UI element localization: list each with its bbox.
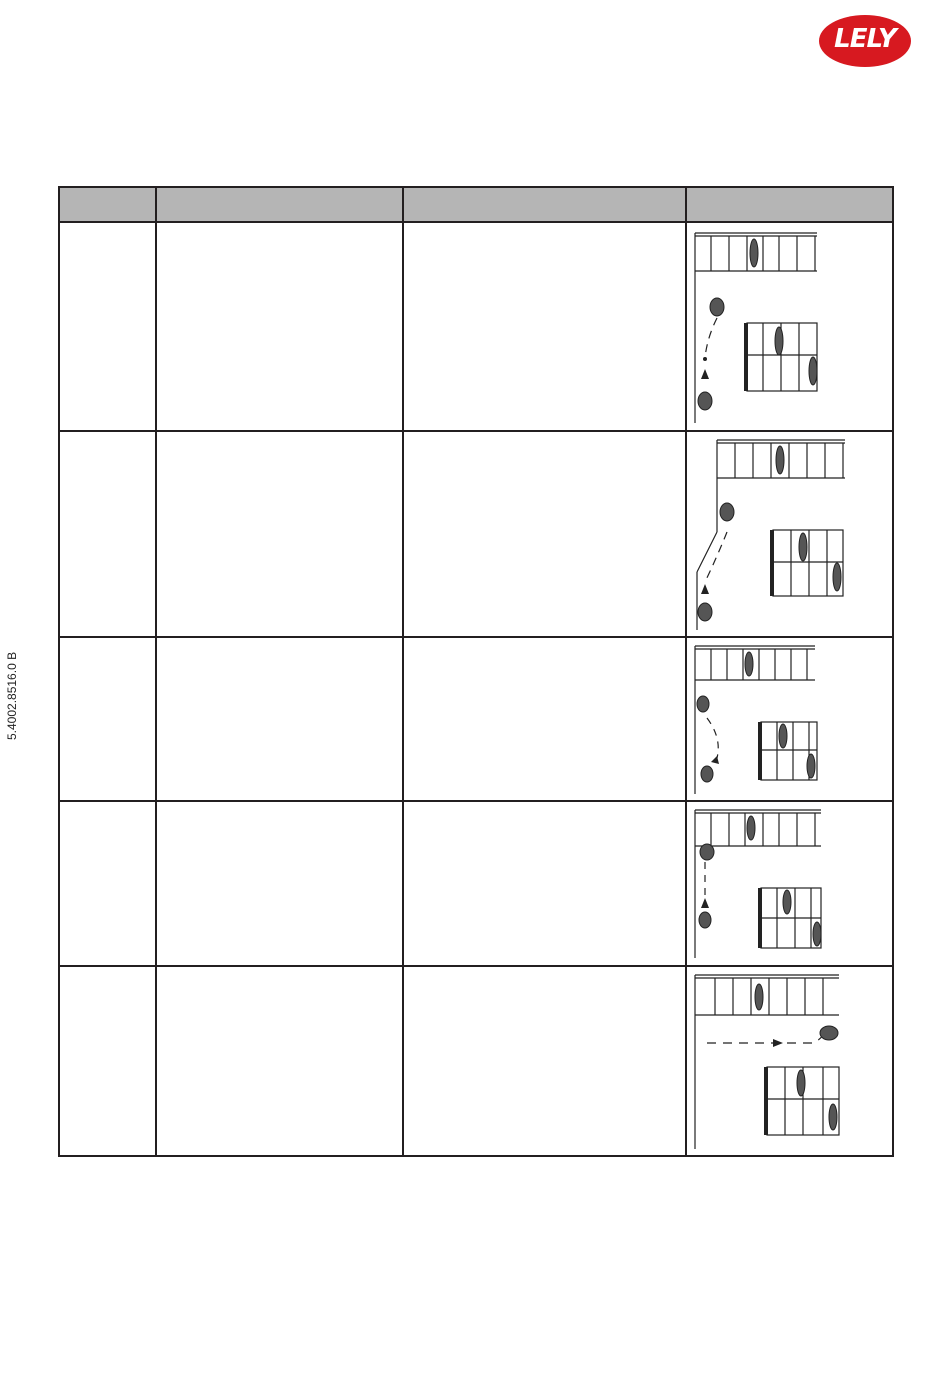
row-1-col-1 bbox=[59, 222, 156, 431]
header-col-3 bbox=[403, 187, 686, 222]
row-3-col-1 bbox=[59, 637, 156, 801]
logo-text: LELY bbox=[834, 24, 896, 54]
header-col-4 bbox=[686, 187, 893, 222]
row-2-col-2 bbox=[156, 431, 402, 637]
document-id: 5.4002.8516.0 B bbox=[5, 651, 19, 740]
row-5-col-3 bbox=[403, 966, 686, 1156]
row-5-diagram-cell bbox=[686, 966, 893, 1156]
vehicle-route-diagram-5 bbox=[687, 967, 887, 1153]
row-3-col-2 bbox=[156, 637, 402, 801]
row-5-col-2 bbox=[156, 966, 402, 1156]
procedure-table bbox=[58, 186, 894, 1157]
row-4-diagram-cell bbox=[686, 801, 893, 966]
table-row bbox=[59, 637, 893, 801]
table-row bbox=[59, 966, 893, 1156]
table-row bbox=[59, 801, 893, 966]
row-2-col-3 bbox=[403, 431, 686, 637]
row-1-col-2 bbox=[156, 222, 402, 431]
vehicle-route-diagram-1 bbox=[687, 223, 887, 428]
vehicle-route-diagram-4 bbox=[687, 802, 887, 962]
vehicle-route-diagram-3 bbox=[687, 638, 887, 798]
row-3-diagram-cell bbox=[686, 637, 893, 801]
header-col-2 bbox=[156, 187, 402, 222]
table-row bbox=[59, 222, 893, 431]
row-1-col-3 bbox=[403, 222, 686, 431]
vehicle-route-diagram-2 bbox=[687, 432, 887, 634]
row-5-col-1 bbox=[59, 966, 156, 1156]
lely-logo bbox=[818, 14, 912, 68]
row-2-diagram-cell bbox=[686, 431, 893, 637]
row-3-col-3 bbox=[403, 637, 686, 801]
row-1-diagram-cell bbox=[686, 222, 893, 431]
table-header-row bbox=[59, 187, 893, 222]
header-col-1 bbox=[59, 187, 156, 222]
row-4-col-3 bbox=[403, 801, 686, 966]
table-row bbox=[59, 431, 893, 637]
row-4-col-1 bbox=[59, 801, 156, 966]
row-4-col-2 bbox=[156, 801, 402, 966]
row-2-col-1 bbox=[59, 431, 156, 637]
